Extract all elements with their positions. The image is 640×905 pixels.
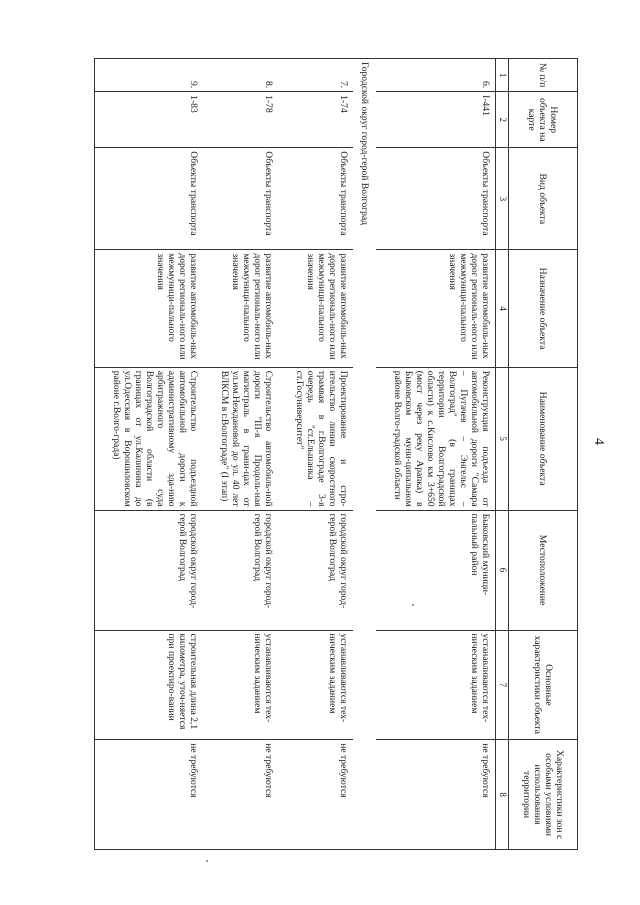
object-purpose: развитие автомобиль-ных дорог региональ-ного или межмуници-пального значения [95, 250, 204, 367]
header-cell: Наименование объекта [509, 367, 578, 510]
column-number: 1 [496, 59, 509, 92]
group-row [353, 59, 376, 850]
table-row [95, 59, 204, 850]
object-location: городской округ город-герой Волгоград [203, 510, 278, 630]
map-number: 1-83 [95, 92, 204, 148]
header-cell: Характеристики зон с особыми условиями использования территории [509, 740, 578, 850]
row-number: 6. [376, 59, 496, 92]
zone-characteristics: не требуются [376, 740, 496, 850]
object-type: Объекты транспорта [203, 148, 278, 250]
group-label: Городской округ город-герой Волгоград [353, 59, 376, 850]
objects-table [94, 58, 578, 850]
column-number: 5 [496, 367, 509, 510]
column-number-row [496, 59, 509, 850]
column-number: 4 [496, 250, 509, 367]
object-type: Объекты транспорта [376, 148, 496, 250]
header-cell: Местоположение [509, 510, 578, 630]
column-number: 3 [496, 148, 509, 250]
row-number: 9. [95, 59, 204, 92]
header-cell: Основные характеристики объекта [509, 630, 578, 740]
map-number: 1-74 [278, 92, 353, 148]
object-name: Строительство автомобиль-ной дороги "III-я Продоль-ная магистраль в грани-цах от ул.им.Неждановой до ул. 40 лет ВЛКСМ в г.Волгограде" (I этап) [203, 367, 278, 510]
page-number: 4 [591, 438, 606, 445]
table-row [203, 59, 278, 850]
object-type: Объекты транспорта [278, 148, 353, 250]
table-row [278, 59, 353, 850]
zone-characteristics: не требуются [203, 740, 278, 850]
column-number: 8 [496, 740, 509, 850]
header-row [509, 59, 578, 850]
header-cell: Номер объекта на карте [509, 92, 578, 148]
row-number: 8. [203, 59, 278, 92]
object-characteristics: строительная длина 2,1 километра, уточ-няется при проектиро-вании [95, 630, 204, 740]
header-cell: № п/п [509, 59, 578, 92]
object-characteristics: устанавливаются тех-ническим заданием [203, 630, 278, 740]
object-name: Проектирование и стро-ительство линии скоростного трамвая в г.Волгограде 3-я очередь "ст.Ельшанка – ст.Госуниверситет" [278, 367, 353, 510]
object-name: Реконструкция подъезда от автомобильной дороги "Самара – Пугачев – Энгельс – Волгоград" (в границах территории Волгоградской области) к с.Кислово км 3+650 (мост через реку Арапка) в Быковском муни-ципальном районе Волго-градской области [376, 367, 496, 510]
column-number: 2 [496, 92, 509, 148]
map-number: I-441 [376, 92, 496, 148]
scan-speck [206, 860, 208, 862]
object-location: Быковский муници-пальный район [376, 510, 496, 630]
scan-speck [412, 604, 414, 606]
map-number: 1-78 [203, 92, 278, 148]
column-number: 6 [496, 510, 509, 630]
row-number: 7. [278, 59, 353, 92]
header-cell: Назначение объекта [509, 250, 578, 367]
object-characteristics: устанавливаются тех-ническим заданием [278, 630, 353, 740]
object-purpose: развитие автомобиль-ных дорог региональ-ного или межмуници-пального значения [278, 250, 353, 367]
header-cell: Вид объекта [509, 148, 578, 250]
object-location: городской округ город-герой Волгоград [95, 510, 204, 630]
zone-characteristics: не требуются [95, 740, 204, 850]
object-purpose: развитие автомобиль-ных дорог региональ-ного или межмуници-пального значения [376, 250, 496, 367]
column-number: 7 [496, 630, 509, 740]
object-location: городской округ город-герой Волгоград [278, 510, 353, 630]
object-type: Объекты транспорта [95, 148, 204, 250]
object-name: Строительство подъездной автомобильной дороги к административному зда-нию арбитражного суда Волгоградской области (в границах от ул.Калинина до ул.Одесская в Ворошиловском районе г.Волго-града) [95, 367, 204, 510]
object-characteristics: устанавливаются тех-ническим заданием [376, 630, 496, 740]
table-row [376, 59, 496, 850]
object-purpose: развитие автомобиль-ных дорог региональ-ного или межмуници-пального значения [203, 250, 278, 367]
zone-characteristics: не требуются [278, 740, 353, 850]
